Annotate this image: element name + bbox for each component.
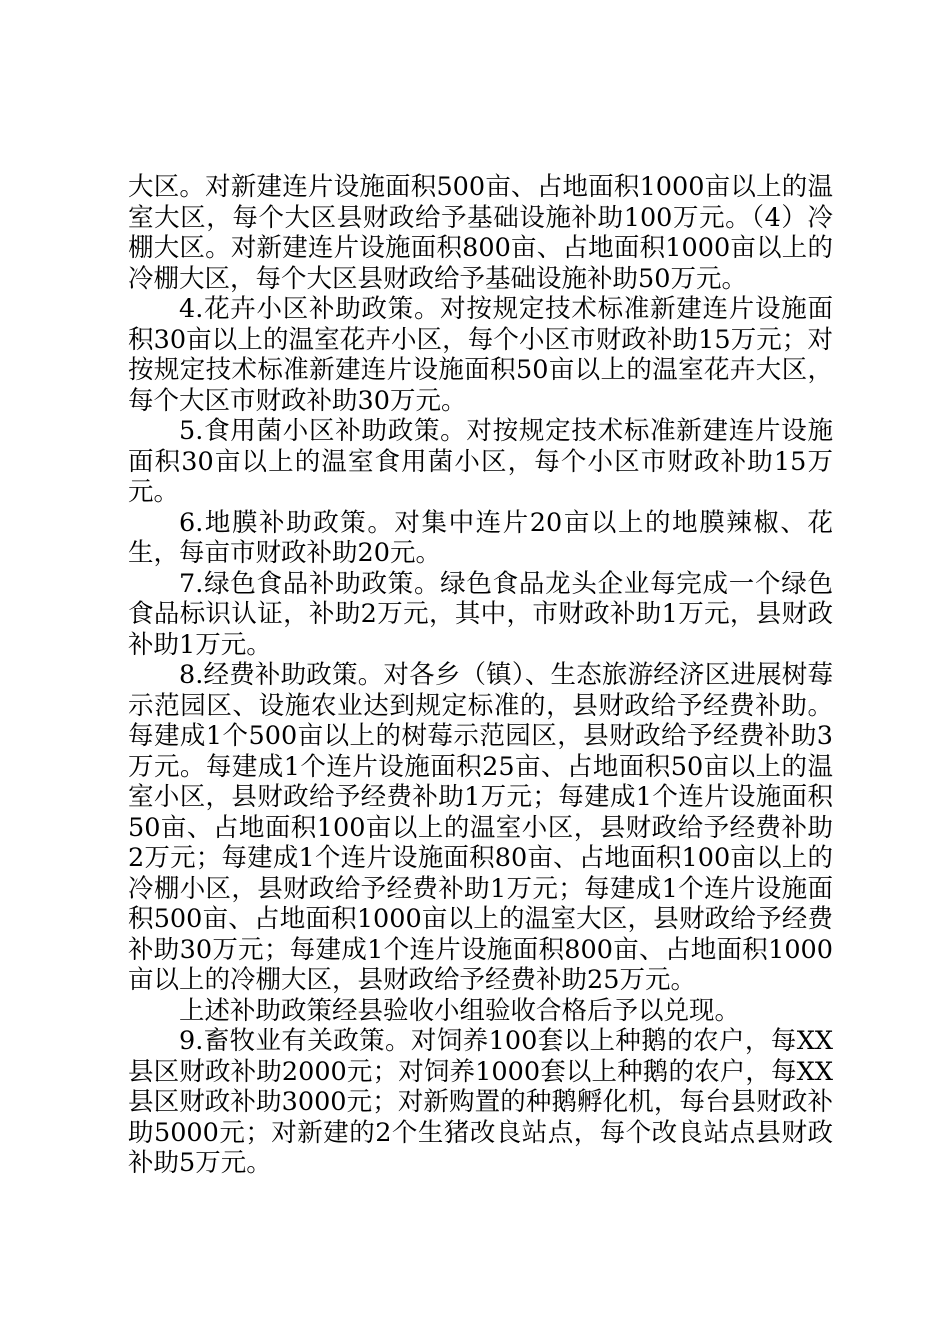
paragraph-livestock-policy: 9.畜牧业有关政策。对饲养100套以上种鹅的农户，每XX县区财政补助2000元；对饲养1000套以上种鹅的农户，每XX县区财政补助3000元；对新购置的种鹅孵化机，每台县财政补助5000元；对新建的2个生猪改良站点，每个改良站点县财政补助5万元。 [128, 1026, 833, 1178]
paragraph-mulch-film-subsidy: 6.地膜补助政策。对集中连片20亩以上的地膜辣椒、花生，每亩市财政补助20元。 [128, 507, 833, 568]
document-body [128, 172, 833, 1179]
paragraph-acceptance-note: 上述补助政策经县验收小组验收合格后予以兑现。 [179, 995, 741, 1026]
paragraph-mushroom-subsidy: 5.食用菌小区补助政策。对按规定技术标准新建连片设施面积30亩以上的温室食用菌小区，每个小区市财政补助15万元。 [128, 416, 833, 507]
paragraph-green-food-subsidy: 7.绿色食品补助政策。绿色食品龙头企业每完成一个绿色食品标识认证，补助2万元，其中，市财政补助1万元，县财政补助1万元。 [128, 568, 833, 660]
paragraph-greenhouse-coldshed-zones: 大区。对新建连片设施面积500亩、占地面积1000亩以上的温室大区，每个大区县财政给予基础设施补助100万元。（4）冷棚大区。对新建连片设施面积800亩、占地面积1000亩以上的冷棚大区，每个大区县财政给予基础设施补助50万元。 [128, 172, 833, 294]
paragraph-funding-subsidy: 8.经费补助政策。对各乡（镇）、生态旅游经济区进展树莓示范园区、设施农业达到规定标准的，县财政给予经费补助。每建成1个500亩以上的树莓示范园区，县财政给予经费补助3万元。每建成1个连片设施面积25亩、占地面积50亩以上的温室小区，县财政给予经费补助1万元；每建成1个连片设施面积50亩、占地面积100亩以上的温室小区，县财政给予经费补助2万元；每建成1个连片设施面积80亩、占地面积100亩以上的冷棚小区，县财政给予经费补助1万元；每建成1个连片设施面积500亩、占地面积1000亩以上的温室大区，县财政给予经费补助30万元；每建成1个连片设施面积800亩、占地面积1000亩以上的冷棚大区，县财政给予经费补助25万元。 [128, 660, 833, 995]
paragraph-flower-subsidy: 4.花卉小区补助政策。对按规定技术标准新建连片设施面积30亩以上的温室花卉小区，每个小区市财政补助15万元；对按规定技术标准新建连片设施面积50亩以上的温室花卉大区，每个大区市财政补助30万元。 [128, 294, 833, 416]
